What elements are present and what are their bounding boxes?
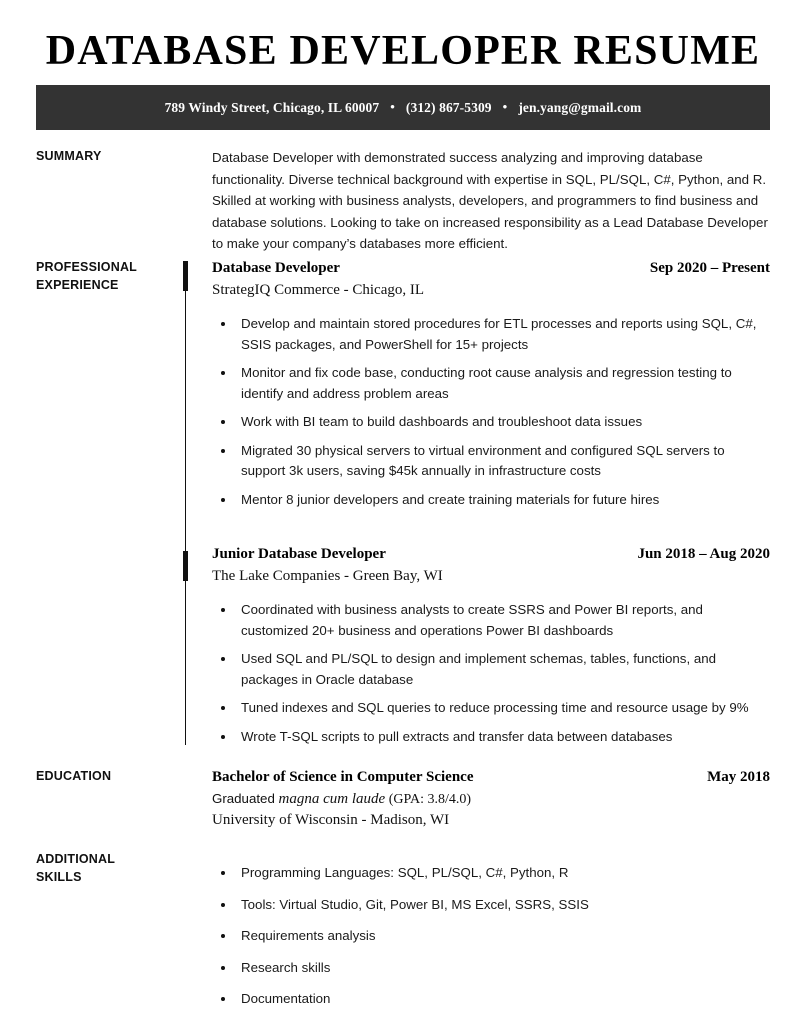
list-item: Wrote T-SQL scripts to pull extracts and transfer data between databases: [212, 727, 770, 748]
education-body: [212, 767, 770, 831]
job-dates: Sep 2020 – Present: [649, 260, 770, 276]
job-header: [212, 258, 770, 279]
list-item: Research skills: [212, 958, 770, 979]
section-label-summary: SUMMARY: [36, 149, 102, 163]
bullet-separator-icon: •: [390, 98, 395, 114]
job-title: Database Developer: [212, 260, 340, 276]
list-item: Documentation: [212, 989, 770, 1010]
timeline-tick-job-2: [183, 551, 188, 581]
job-entry: [212, 258, 770, 510]
job-title: Junior Database Developer: [212, 546, 386, 562]
job-bullets: [212, 314, 770, 510]
education-degree: Bachelor of Science in Computer Science: [212, 769, 474, 785]
education-honors-line: [212, 788, 770, 810]
list-item: Coordinated with business analysts to create SSRS and Power BI reports, and customized 20+ business and operations Power BI dashboards: [212, 600, 770, 641]
contact-email[interactable]: jen.yang@gmail.com: [518, 99, 642, 115]
job-company: StrategIQ Commerce - Chicago, IL: [212, 282, 425, 298]
section-label-skills: [36, 850, 196, 886]
section-label-skills-line2: SKILLS: [36, 870, 82, 884]
page-title: DATABASE DEVELOPER RESUME: [45, 28, 761, 74]
timeline-tick-job-1: [183, 261, 188, 291]
list-item: Monitor and fix code base, conducting root cause analysis and regression testing to identify and address problem areas: [212, 363, 770, 404]
experience-body: [212, 258, 770, 747]
section-summary: [36, 147, 770, 255]
section-label-skills-line1: ADDITIONAL: [36, 852, 116, 866]
education-school: University of Wisconsin - Madison, WI: [212, 812, 450, 828]
summary-body: [212, 147, 770, 255]
contact-bar: [36, 85, 770, 130]
job-entry: [212, 544, 770, 747]
job-header: [212, 544, 770, 565]
job-company: The Lake Companies - Green Bay, WI: [212, 568, 443, 584]
section-education: [36, 767, 770, 831]
list-item: Requirements analysis: [212, 926, 770, 947]
education-gpa: (GPA: 3.8/4.0): [385, 792, 472, 807]
education-date: May 2018: [707, 769, 770, 785]
list-item: Mentor 8 junior developers and create training materials for future hires: [212, 490, 770, 511]
education-honors: magna cum laude: [278, 791, 386, 807]
contact-inner: [165, 100, 642, 116]
bullet-separator-icon: •: [502, 98, 508, 114]
timeline-line: [185, 261, 186, 745]
list-item: Used SQL and PL/SQL to design and implement schemas, tables, functions, and packages in Oracle database: [212, 649, 770, 690]
list-item: Work with BI team to build dashboards and troubleshoot data issues: [212, 412, 770, 433]
experience-timeline: [183, 261, 188, 745]
list-item: Tuned indexes and SQL queries to reduce processing time and resource usage by 9%: [212, 698, 770, 719]
section-label-experience: [36, 258, 196, 294]
section-skills: [36, 850, 770, 1010]
job-bullets: [212, 600, 770, 747]
job-dates: Jun 2018 – Aug 2020: [637, 546, 770, 562]
education-header: [212, 767, 770, 788]
section-label-experience-line1: PROFESSIONAL: [36, 260, 138, 274]
contact-address: 789 Windy Street, Chicago, IL 60007: [164, 99, 380, 115]
section-experience: [36, 258, 770, 747]
list-item: Develop and maintain stored procedures for ETL processes and reports using SQL, C#, SSIS packages, and PowerShell for 15+ projects: [212, 314, 770, 355]
section-label-education: EDUCATION: [36, 769, 112, 783]
skills-bullets: [212, 863, 770, 1010]
list-item: Programming Languages: SQL, PL/SQL, C#, Python, R: [212, 863, 770, 884]
summary-text: Database Developer with demonstrated success analyzing and improving database functionality. Diverse technical background with expertise in SQL, PL/SQL, C#, Python, and R. Skilled at working with business analysts, developers, and programmers to find business and database solutions. Looking to take on increased responsibility as a Lead Database Developer to make your company’s databases more efficient.: [212, 150, 768, 252]
contact-phone[interactable]: (312) 867-5309: [405, 99, 492, 115]
list-item: Migrated 30 physical servers to virtual environment and configured SQL servers to support 3k users, saving $45k annually in infrastructure costs: [212, 441, 770, 482]
education-graduated-prefix: Graduated: [212, 791, 279, 806]
skills-body: [212, 863, 770, 1010]
list-item: Tools: Virtual Studio, Git, Power BI, MS Excel, SSRS, SSIS: [212, 895, 770, 916]
section-label-experience-line2: EXPERIENCE: [36, 278, 119, 292]
